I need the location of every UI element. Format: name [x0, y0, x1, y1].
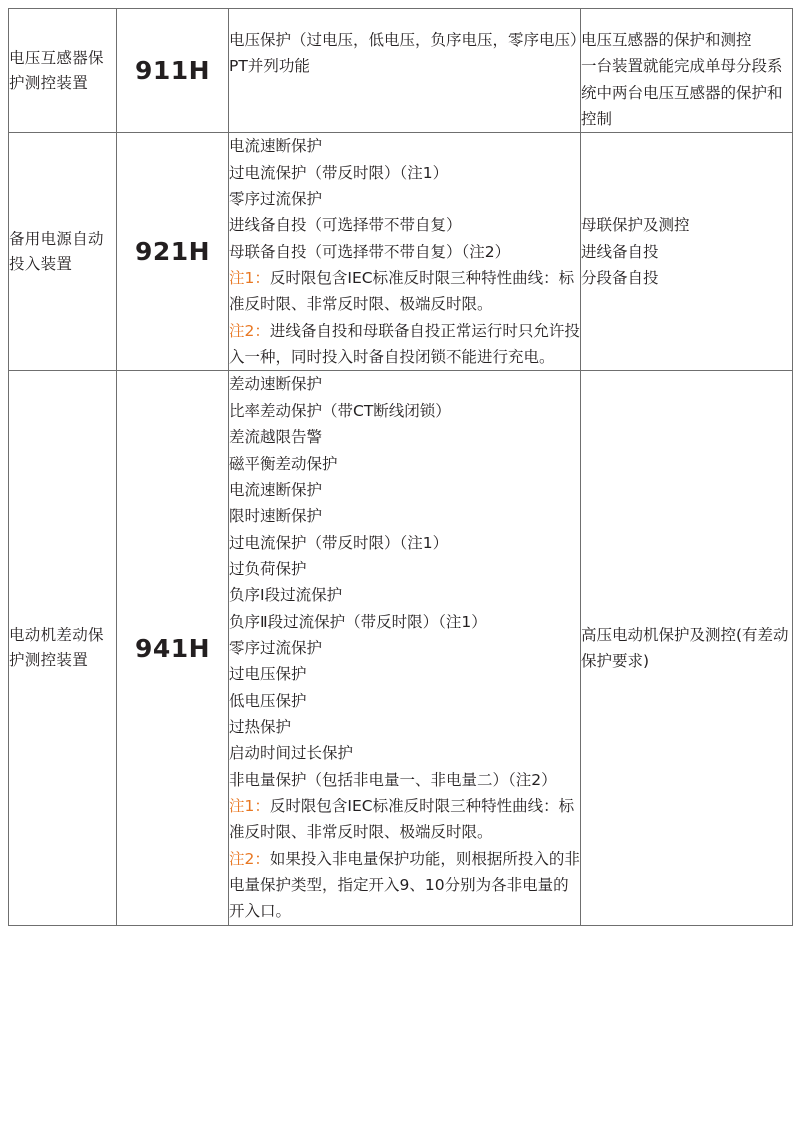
note-tag: 注1：	[229, 796, 270, 815]
note-tag: 注2：	[229, 849, 270, 868]
device-model-cell	[117, 371, 229, 925]
function-item: 负序Ⅰ段过流保护	[229, 586, 343, 605]
function-item: 过电压保护	[229, 665, 307, 684]
device-application-cell	[581, 371, 793, 925]
device-application-cell	[581, 9, 793, 133]
device-model-cell	[117, 133, 229, 371]
device-name-cell	[9, 371, 117, 925]
device-name-cell	[9, 133, 117, 371]
function-item: 零序过流保护	[229, 190, 323, 209]
table-row	[9, 133, 793, 371]
function-item: 零序过流保护	[229, 638, 323, 657]
application-item: 进线备自投	[581, 242, 659, 261]
application-item: 分段备自投	[581, 269, 659, 288]
function-item: 非电量保护（包括非电量一、非电量二）（注2）	[229, 770, 557, 789]
note-text: 如果投入非电量保护功能，则根据所投入的非电量保护类型，指定开入9、10分别为各非电量的开入口。	[229, 849, 580, 921]
table-row	[9, 9, 793, 133]
device-functions-cell	[229, 371, 581, 925]
device-model: 941H	[134, 633, 211, 663]
function-item: 差动速断保护	[229, 375, 323, 394]
function-item: 比率差动保护（带CT断线闭锁）	[229, 401, 451, 420]
function-note	[229, 265, 580, 318]
device-functions-cell	[229, 133, 581, 371]
table-row	[9, 371, 793, 925]
application-item: 一台装置就能完成单母分段系统中两台电压互感器的保护和控制	[581, 57, 783, 129]
function-item: 进线备自投（可选择带不带自复）	[229, 216, 462, 235]
note-text: 进线备自投和母联备自投正常运行时只允许投入一种，同时投入时备自投闭锁不能进行充电。	[229, 321, 580, 367]
function-item: 限时速断保护	[229, 507, 323, 526]
function-note	[229, 846, 580, 925]
application-item: 电压互感器的保护和测控	[581, 31, 752, 49]
function-item: 低电压保护	[229, 691, 307, 710]
function-item: 过电流保护（带反时限）（注1）	[229, 163, 449, 182]
device-name-cell	[9, 9, 117, 133]
function-item: 负序Ⅱ段过流保护（带反时限）（注1）	[229, 612, 487, 631]
function-item: 电压保护（过电压，低电压，负序电压，零序电压）	[229, 31, 586, 49]
device-model: 911H	[134, 56, 211, 86]
application-item: 高压电动机保护及测控(有差动保护要求)	[581, 625, 789, 671]
function-item: PT并列功能	[229, 57, 310, 76]
function-item: 启动时间过长保护	[229, 744, 354, 763]
device-name: 电压互感器保护测控装置	[9, 48, 104, 92]
function-item: 过热保护	[229, 717, 292, 736]
note-tag: 注1：	[229, 269, 270, 288]
device-model-cell	[117, 9, 229, 133]
note-text: 反时限包含IEC标准反时限三种特性曲线：标准反时限、非常反时限、极端反时限。	[229, 269, 575, 314]
function-item: 过负荷保护	[229, 559, 307, 578]
function-note	[229, 793, 580, 846]
device-model: 921H	[134, 237, 211, 267]
device-spec-table	[8, 8, 793, 926]
function-item: 电流速断保护	[229, 137, 323, 156]
device-name: 备用电源自动投入装置	[9, 229, 104, 273]
function-item: 磁平衡差动保护	[229, 454, 338, 473]
function-item: 差流越限告警	[229, 428, 323, 447]
note-tag: 注2：	[229, 321, 270, 340]
note-text: 反时限包含IEC标准反时限三种特性曲线：标准反时限、非常反时限、极端反时限。	[229, 796, 575, 842]
function-note	[229, 318, 580, 371]
device-name: 电动机差动保护测控装置	[9, 625, 104, 670]
application-item: 母联保护及测控	[581, 216, 690, 235]
function-item: 母联备自投（可选择带不带自复）（注2）	[229, 242, 511, 261]
device-application-cell	[581, 133, 793, 371]
function-item: 过电流保护（带反时限）（注1）	[229, 533, 449, 552]
device-functions-cell	[229, 9, 586, 133]
function-item: 电流速断保护	[229, 480, 323, 499]
